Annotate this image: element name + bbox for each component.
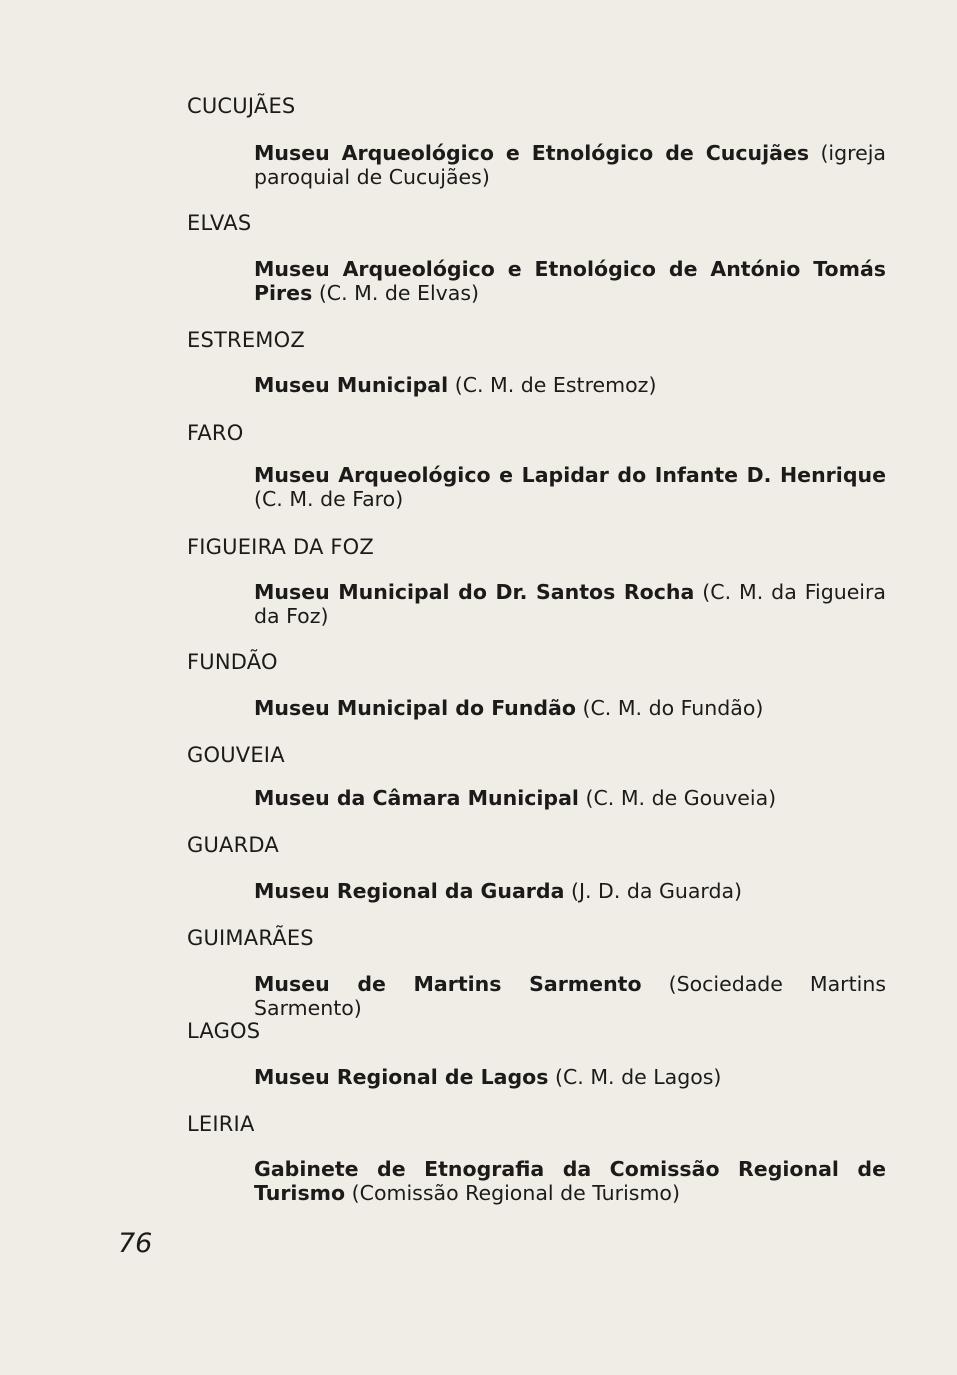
place-heading-faro: FARO [187, 421, 244, 445]
museum-detail: (igreja paroquial de Cucujães) [254, 141, 886, 189]
place-heading-guarda: GUARDA [187, 833, 279, 857]
museum-entry-faro [254, 463, 886, 511]
page-number: 76 [118, 1228, 153, 1259]
museum-name: Museu Arqueológico e Etnológico de António Tomás Pires [254, 257, 886, 305]
museum-detail: (C. M. de Elvas) [318, 281, 480, 305]
museum-name: Museu Regional da Guarda [254, 879, 565, 903]
museum-entry-estremoz [254, 373, 886, 397]
museum-entry-gouveia [254, 786, 886, 810]
museum-detail: (J. D. da Guarda) [570, 879, 743, 903]
museum-entry-elvas [254, 257, 886, 305]
place-heading-fundao: FUNDÃO [187, 650, 278, 674]
museum-entry-lagos [254, 1065, 886, 1089]
museum-detail: (C. M. de Lagos) [555, 1065, 722, 1089]
museum-detail: (C. M. do Fundão) [582, 696, 764, 720]
museum-detail: (C. M. de Faro) [254, 487, 404, 511]
museum-detail: (C. M. de Gouveia) [585, 786, 777, 810]
museum-detail: (C. M. de Estremoz) [454, 373, 657, 397]
museum-entry-leiria [254, 1157, 886, 1205]
place-heading-estremoz: ESTREMOZ [187, 328, 305, 352]
place-heading-figueira-da-foz: FIGUEIRA DA FOZ [187, 535, 374, 559]
place-heading-guimaraes: GUIMARÃES [187, 926, 314, 950]
place-heading-leiria: LEIRIA [187, 1112, 255, 1136]
place-heading-gouveia: GOUVEIA [187, 743, 285, 767]
museum-entry-guarda [254, 879, 886, 903]
museum-name: Gabinete de Etnografia da Comissão Regional de Turismo [254, 1157, 886, 1205]
place-heading-elvas: ELVAS [187, 211, 252, 235]
museum-name: Museu Municipal do Fundão [254, 696, 576, 720]
museum-name: Museu Municipal do Dr. Santos Rocha [254, 580, 695, 604]
museum-name: Museu Municipal [254, 373, 449, 397]
museum-name: Museu Regional de Lagos [254, 1065, 549, 1089]
museum-detail: (Comissão Regional de Turismo) [351, 1181, 680, 1205]
museum-name: Museu Arqueológico e Lapidar do Infante D. Henrique [254, 463, 886, 487]
museum-entry-fundao [254, 696, 886, 720]
museum-entry-cucujaes [254, 141, 886, 189]
place-heading-cucujaes: CUCUJÃES [187, 94, 296, 118]
museum-entry-guimaraes [254, 972, 886, 1020]
museum-detail: (C. M. da Figueira da Foz) [254, 580, 886, 628]
museum-detail: (Sociedade Martins Sarmento) [254, 972, 886, 1020]
museum-name: Museu de Martins Sarmento [254, 972, 642, 996]
museum-name: Museu da Câmara Municipal [254, 786, 579, 810]
place-heading-lagos: LAGOS [187, 1019, 261, 1043]
museum-name: Museu Arqueológico e Etnológico de Cucujães [254, 141, 810, 165]
museum-entry-figueira-da-foz [254, 580, 886, 628]
